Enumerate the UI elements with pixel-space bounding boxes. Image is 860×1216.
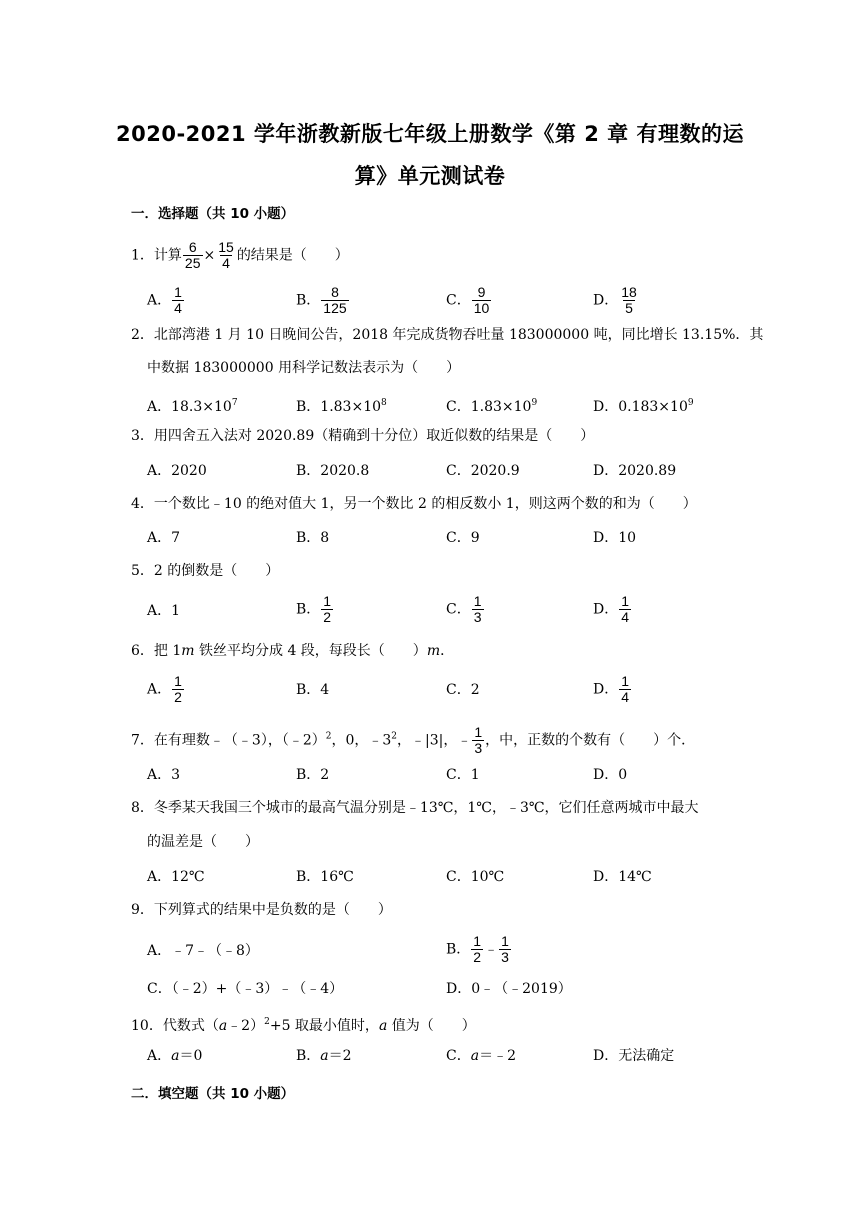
q5-option-c-fraction: $\frac{1}{3}$ <box>473 593 482 625</box>
question-1-suffix: 的结果是（ ） <box>236 247 349 264</box>
q6-option-b: B．4 <box>296 682 330 698</box>
question-3: 3．用四舍五入法对 2020.89（精确到十分位）取近似数的结果是（ ） <box>131 428 595 444</box>
question-1-prefix: 1．计算 <box>131 247 182 264</box>
q1-option-d: D． $\frac{18}{5}$ <box>593 284 637 316</box>
question-6: 6．把 1m 铁丝平均分成 4 段，每段长（ ）m． <box>131 643 455 659</box>
fraction-6-25: $\frac{6}{25}$ <box>184 239 201 271</box>
q6-option-a: A． $\frac{1}{2}$ <box>147 673 182 705</box>
question-7: 7．在有理数﹣（﹣3），（﹣2）$^2$，0，$﹣3^2$，﹣|3|，﹣ $\frac{1}{3}$ ，中，正数的个数有（ ）个． <box>131 724 696 756</box>
q3-option-b: B．2020.8 <box>296 463 370 479</box>
question-8-line-2: 的温差是（ ） <box>147 834 259 850</box>
q8-option-a: A．12℃ <box>147 869 205 885</box>
times-sign: × <box>203 247 216 264</box>
q1-option-c-fraction: $\frac{9}{10}$ <box>473 284 490 316</box>
q9-option-b: B． $\frac{1}{2}$ ﹣ $\frac{1}{3}$ <box>446 933 509 965</box>
q8-option-c: C．10℃ <box>446 869 505 885</box>
section-heading-multiple-choice: 一．选择题（共 10 小题） <box>131 206 295 222</box>
fraction-15-4: $\frac{15}{4}$ <box>218 239 234 271</box>
q6-option-d-fraction: $\frac{1}{4}$ <box>621 673 630 705</box>
q4-option-d: D．10 <box>593 530 637 546</box>
q8-option-b: B．16℃ <box>296 869 354 885</box>
q9-option-c: C．（﹣2）+（﹣3）﹣（﹣4） <box>147 981 344 997</box>
q1-option-c: C． $\frac{9}{10}$ <box>446 284 490 316</box>
q7-option-c: C．1 <box>446 767 480 783</box>
question-4: 4．一个数比﹣10 的绝对值大 1，另一个数比 2 的相反数小 1，则这两个数的和为（ ） <box>131 496 697 512</box>
q2-option-b: B．$1.83\times 10^8$ <box>296 398 387 415</box>
q2-option-c: C．$1.83\times 10^9$ <box>446 398 538 415</box>
question-9: 9．下列算式的结果中是负数的是（ ） <box>131 902 392 918</box>
q2-option-a: A．$18.3\times 10^7$ <box>147 398 238 415</box>
q10-option-a: A．a＝0 <box>147 1048 203 1064</box>
q1-option-d-fraction: $\frac{18}{5}$ <box>621 284 637 316</box>
exam-title-line-2: 算》单元测试卷 <box>354 164 506 188</box>
q10-option-d: D．无法确定 <box>593 1048 675 1064</box>
q1-option-b: B． $\frac{8}{125}$ <box>296 284 347 316</box>
q9-option-a: A．﹣7﹣（﹣8） <box>147 943 259 959</box>
q4-option-b: B．8 <box>296 530 330 546</box>
section-heading-fill-in: 二．填空题（共 10 小题） <box>131 1086 295 1102</box>
q3-option-a: A．2020 <box>147 463 207 479</box>
q8-option-d: D．14℃ <box>593 869 652 885</box>
q5-option-b: B． $\frac{1}{2}$ <box>296 593 332 625</box>
q3-option-c: C．2020.9 <box>446 463 520 479</box>
q3-option-d: D．2020.89 <box>593 463 677 479</box>
question-1 <box>131 240 750 271</box>
q2-option-d: D．$0.183\times 10^9$ <box>593 398 694 415</box>
q7-option-d: D．0 <box>593 767 628 783</box>
q7-option-a: A．3 <box>147 767 181 783</box>
q1-option-a-fraction: $\frac{1}{4}$ <box>174 284 182 316</box>
q4-option-a: A．7 <box>147 530 181 546</box>
q5-option-a: A．1 <box>147 603 181 619</box>
question-10: 10．代数式（a﹣2）$^2$+5 取最小值时，a 值为（ ） <box>131 1017 476 1034</box>
question-5: 5．2 的倒数是（ ） <box>131 563 280 579</box>
q7-option-b: B．2 <box>296 767 330 783</box>
q9-option-d: D．0﹣（﹣2019） <box>446 981 572 997</box>
q10-option-c: C．a＝﹣2 <box>446 1048 516 1064</box>
q9-option-b-fraction-2: $\frac{1}{3}$ <box>501 933 509 965</box>
q5-option-d-fraction: $\frac{1}{4}$ <box>621 593 630 625</box>
q1-option-b-fraction: $\frac{8}{125}$ <box>323 284 347 316</box>
q6-option-d: D． $\frac{1}{4}$ <box>593 673 630 705</box>
q9-option-b-fraction-1: $\frac{1}{2}$ <box>473 933 482 965</box>
question-8-line-1: 8．冬季某天我国三个城市的最高气温分别是﹣13℃，1℃，﹣3℃，它们任意两城市中最大 <box>131 800 699 816</box>
q6-option-a-fraction: $\frac{1}{2}$ <box>174 673 182 705</box>
exam-title-line-1: 2020-2021 学年浙教新版七年级上册数学《第 2 章 有理数的运 <box>116 122 744 146</box>
q4-option-c: C．9 <box>446 530 480 546</box>
q5-option-b-fraction: $\frac{1}{2}$ <box>323 593 332 625</box>
q5-option-c: C． $\frac{1}{3}$ <box>446 593 482 625</box>
q6-option-c: C．2 <box>446 682 480 698</box>
q5-option-d: D． $\frac{1}{4}$ <box>593 593 630 625</box>
q1-option-a: A． $\frac{1}{4}$ <box>147 284 182 316</box>
question-2-line-1: 2．北部湾港 1 月 10 日晚间公告，2018 年完成货物吞吐量 183000000 吨，同比增长 13.15%．其 <box>131 327 764 343</box>
question-2-line-2: 中数据 183000000 用科学记数法表示为（ ） <box>147 360 461 376</box>
q10-option-b: B．a＝2 <box>296 1048 352 1064</box>
fraction-1-3: $\frac{1}{3}$ <box>474 724 483 756</box>
